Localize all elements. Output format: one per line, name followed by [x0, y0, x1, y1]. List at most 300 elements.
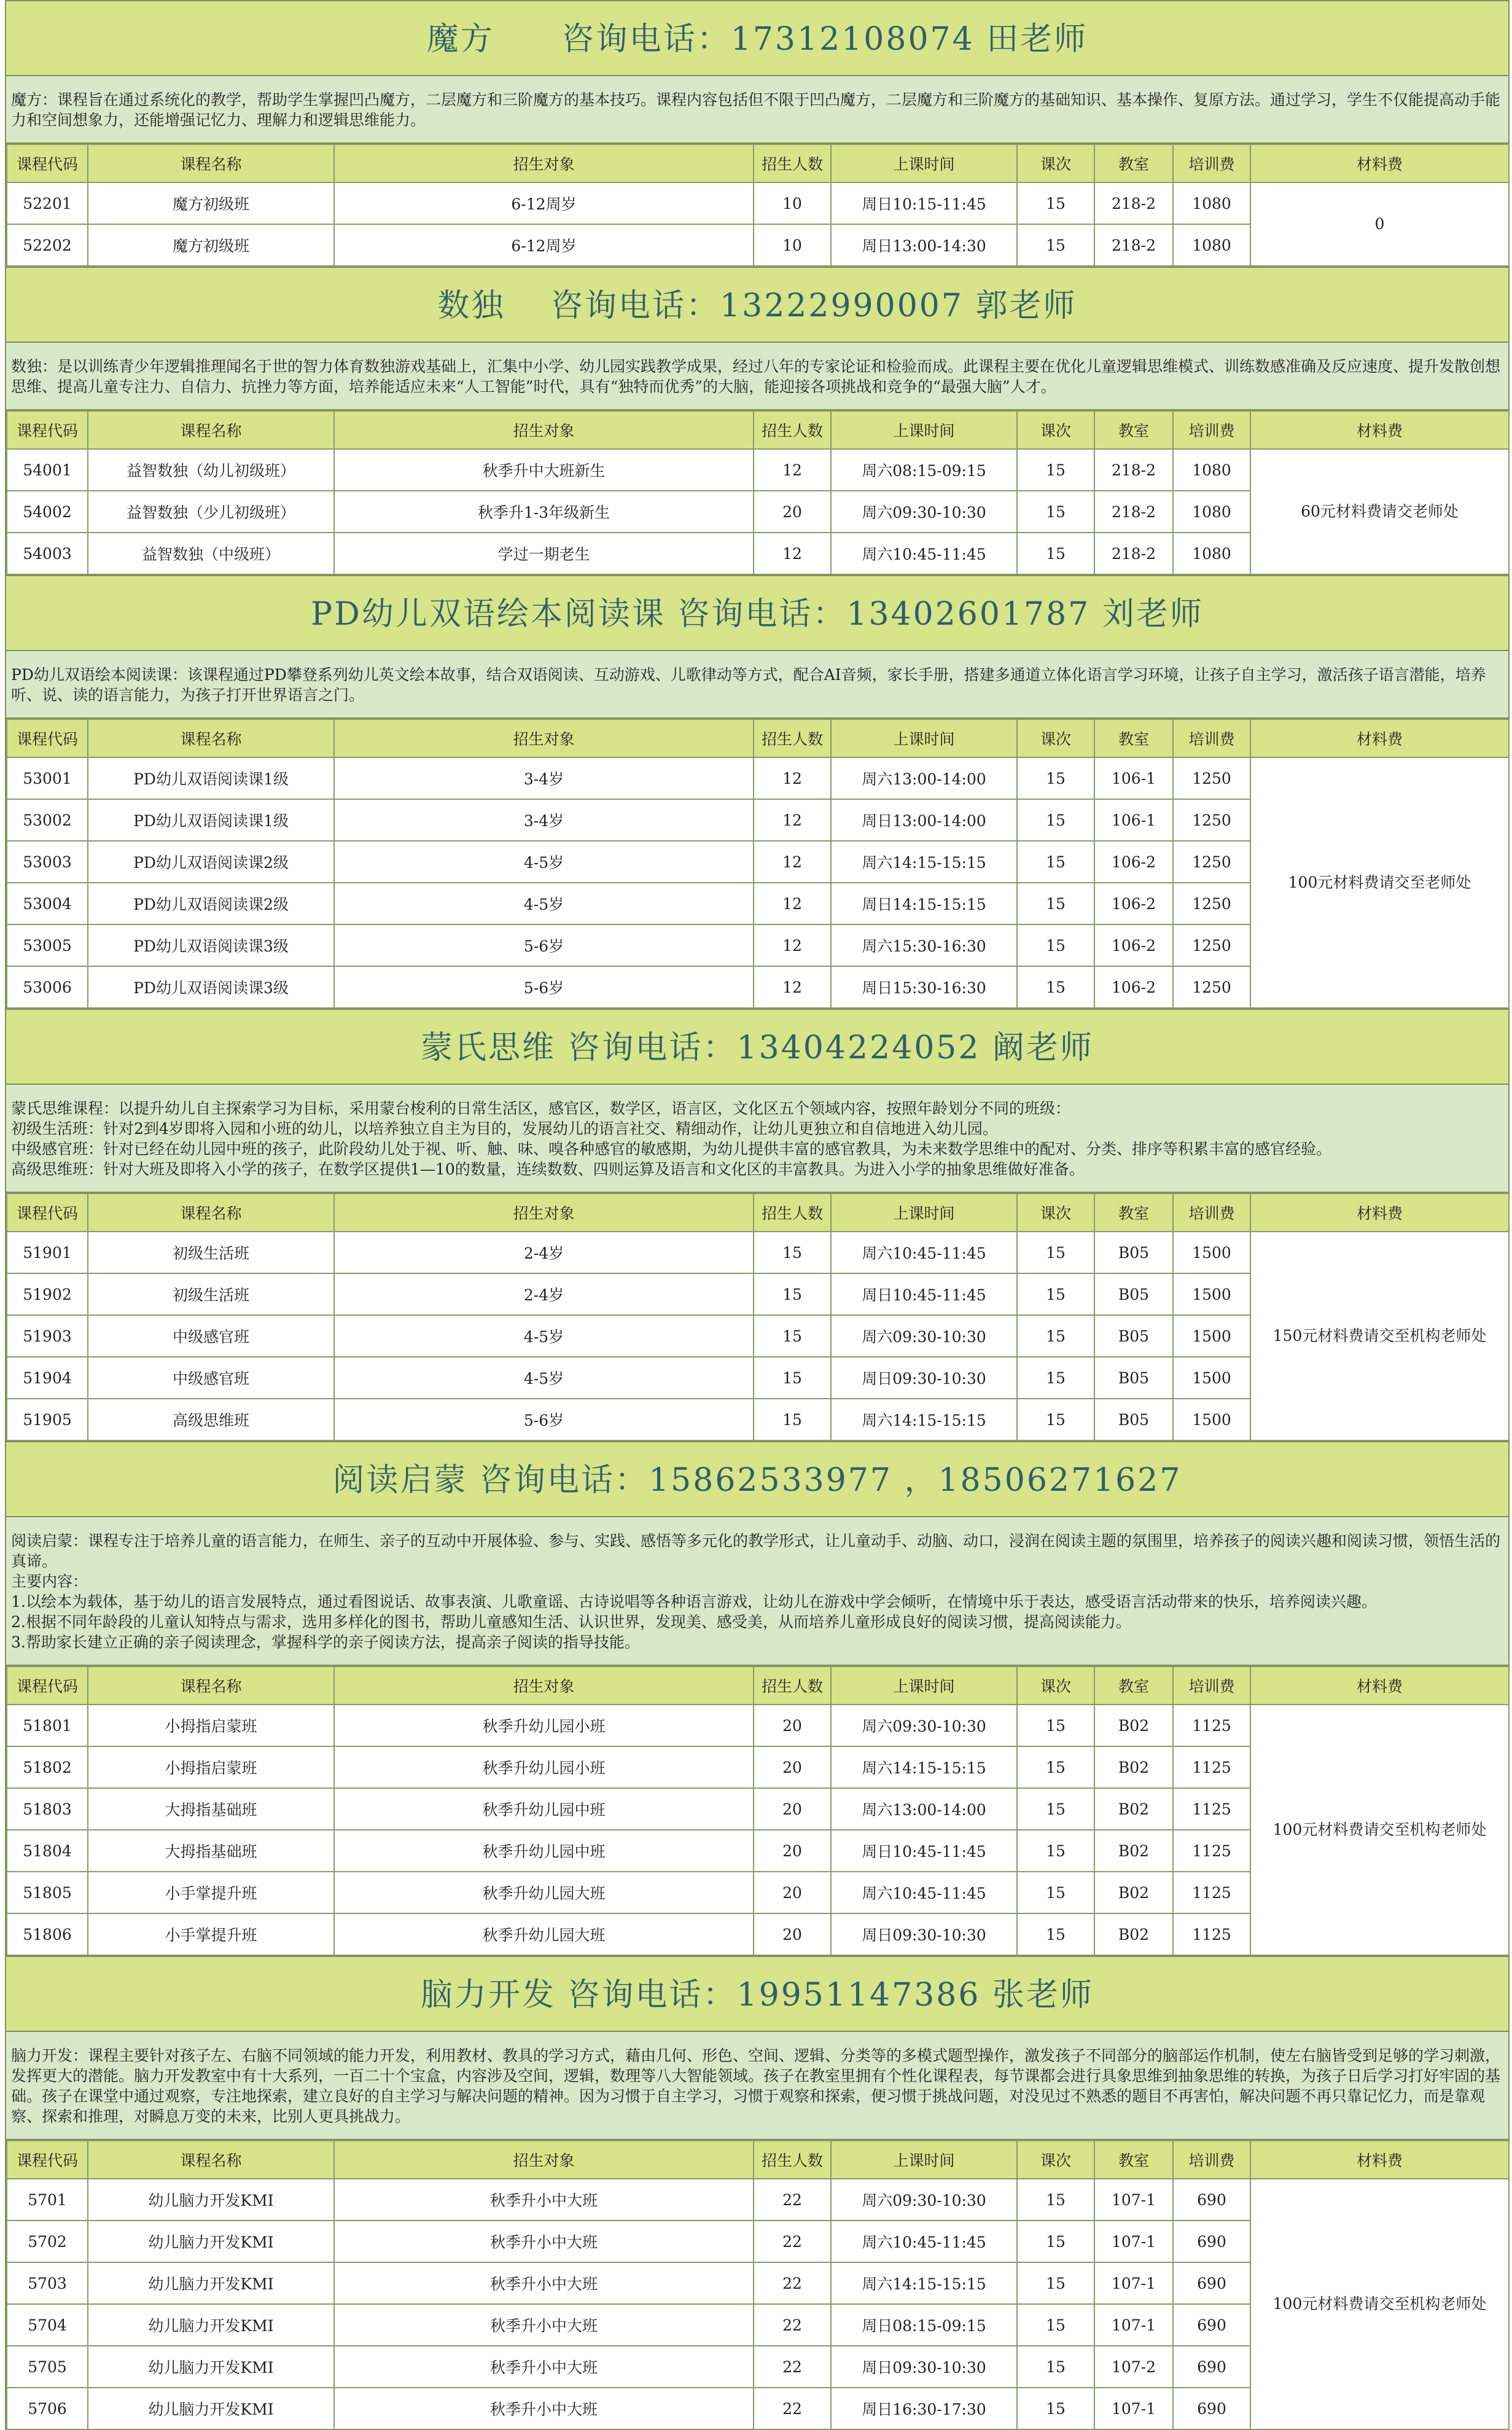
table-cell: 218-2 — [1094, 182, 1173, 224]
table-cell: 1080 — [1173, 491, 1250, 533]
table-cell: 益智数独（幼儿初级班） — [88, 449, 334, 491]
table-cell: 周六10:45-11:45 — [831, 1872, 1017, 1913]
table-cell: 幼儿脑力开发KMI — [88, 2179, 334, 2221]
table-cell: 20 — [754, 1872, 831, 1913]
table-header-row — [7, 411, 1509, 449]
section-title: 阅读启蒙 咨询电话：15862533977 ，18506271627 — [6, 1441, 1508, 1517]
table-cell: 1080 — [1173, 449, 1250, 491]
table-row — [7, 1232, 1509, 1273]
description-paragraph: 脑力开发：课程主要针对孩子左、右脑不同领域的能力开发，利用教材、教具的学习方式，藉由几何、形色、空间、逻辑、分类等的多模式题型操作，激发孩子不同部分的脑部运作机制，使左右脑皆受到足够的学习刺激，发挥更大的潜能。脑力开发教室中有十大系列，一百二十个宝盒，内容涉及空间，逻辑，数理等八大智能领域。孩子在教室里拥有个性化课程表，每节课都会进行具象思维到抽象思维的转换，为孩子日后学习打好牢固的基础。孩子在课堂中通过观察，专注地探索，建立良好的自主学习与解决问题的精神。因为习惯于自主学习，习惯于观察和探索，便习惯于挑战问题，对没见过不熟悉的题目不再害怕，解决问题不再只靠记忆力，而是靠观察、探索和推理，对瞬息万变的未来，比别人更具挑战力。 — [11, 2047, 1501, 2125]
table-cell: 周日08:15-09:15 — [831, 2304, 1017, 2346]
course-table — [6, 410, 1510, 575]
material-fee-cell: 100元材料费请交至机构老师处 — [1250, 1705, 1509, 1955]
table-cell: 周六13:00-14:00 — [831, 1788, 1017, 1830]
column-header: 招生人数 — [754, 2141, 831, 2179]
table-cell: 15 — [1017, 1872, 1094, 1913]
course-section — [6, 575, 1508, 1009]
column-header: 课次 — [1017, 411, 1094, 449]
table-cell: 1125 — [1173, 1705, 1250, 1746]
table-cell: 15 — [1017, 1399, 1094, 1440]
table-cell: 51804 — [7, 1830, 88, 1872]
description-paragraph: 高级思维班：针对大班及即将入小学的孩子，在数学区提供1—10的数量，连续数数、四则运算及语言和文化区的丰富教具。为进入小学的抽象思维做好准备。 — [11, 1160, 1085, 1178]
table-cell: 15 — [1017, 1913, 1094, 1955]
table-cell: 15 — [1017, 533, 1094, 574]
material-fee-cell: 60元材料费请交老师处 — [1250, 449, 1509, 574]
table-cell: 107-2 — [1094, 2346, 1173, 2388]
table-cell: 218-2 — [1094, 224, 1173, 266]
table-cell: 53003 — [7, 841, 88, 883]
table-cell: 53001 — [7, 757, 88, 799]
table-cell: 15 — [754, 1399, 831, 1440]
table-cell: 秋季升小中大班 — [334, 2262, 754, 2304]
table-cell: 小拇指启蒙班 — [88, 1705, 334, 1746]
column-header: 课次 — [1017, 1194, 1094, 1232]
table-cell: 52201 — [7, 182, 88, 224]
table-cell: 5-6岁 — [334, 924, 754, 966]
column-header: 上课时间 — [831, 1194, 1017, 1232]
column-header: 材料费 — [1250, 2141, 1509, 2179]
table-cell: 1250 — [1173, 841, 1250, 883]
table-cell: 秋季升幼儿园小班 — [334, 1705, 754, 1746]
table-cell: B05 — [1094, 1357, 1173, 1399]
section-description — [6, 343, 1508, 410]
table-cell: 秋季升幼儿园小班 — [334, 1746, 754, 1788]
table-cell: 秋季升小中大班 — [334, 2179, 754, 2221]
table-cell: 益智数独（中级班） — [88, 533, 334, 574]
column-header: 课次 — [1017, 719, 1094, 757]
table-cell: 魔方初级班 — [88, 224, 334, 266]
table-cell: 秋季升中大班新生 — [334, 449, 754, 491]
table-cell: 106-1 — [1094, 757, 1173, 799]
table-cell: 周六14:15-15:15 — [831, 1746, 1017, 1788]
table-cell: 15 — [1017, 1273, 1094, 1315]
table-cell: 4-5岁 — [334, 841, 754, 883]
table-cell: 1500 — [1173, 1232, 1250, 1273]
table-cell: 15 — [1017, 883, 1094, 924]
table-cell: 周日10:45-11:45 — [831, 1273, 1017, 1315]
table-cell: 218-2 — [1094, 491, 1173, 533]
table-cell: 5701 — [7, 2179, 88, 2221]
column-header: 课程名称 — [88, 1666, 334, 1705]
table-cell: 1250 — [1173, 757, 1250, 799]
table-cell: 690 — [1173, 2221, 1250, 2262]
column-header: 课程名称 — [88, 2141, 334, 2179]
table-cell: 22 — [754, 2179, 831, 2221]
table-cell: 107-1 — [1094, 2304, 1173, 2346]
table-cell: B05 — [1094, 1232, 1173, 1273]
table-cell: 15 — [1017, 1746, 1094, 1788]
table-cell: 15 — [1017, 2179, 1094, 2221]
table-cell: B05 — [1094, 1273, 1173, 1315]
table-cell: B02 — [1094, 1705, 1173, 1746]
table-cell: 高级思维班 — [88, 1399, 334, 1440]
table-cell: 小拇指启蒙班 — [88, 1746, 334, 1788]
table-cell: B05 — [1094, 1315, 1173, 1357]
table-cell: 15 — [1017, 757, 1094, 799]
table-cell: 周六09:30-10:30 — [831, 1705, 1017, 1746]
table-cell: PD幼儿双语阅读课2级 — [88, 883, 334, 924]
table-cell: 周日15:30-16:30 — [831, 966, 1017, 1008]
table-cell: 54003 — [7, 533, 88, 574]
table-cell: 5702 — [7, 2221, 88, 2262]
column-header: 招生对象 — [334, 1666, 754, 1705]
table-cell: 15 — [1017, 2304, 1094, 2346]
column-header: 材料费 — [1250, 1194, 1509, 1232]
table-cell: 周六08:15-09:15 — [831, 449, 1017, 491]
table-header-row — [7, 1666, 1509, 1705]
material-fee-cell: 0 — [1250, 182, 1509, 266]
table-cell: 15 — [1017, 1830, 1094, 1872]
column-header: 课程代码 — [7, 2141, 88, 2179]
column-header: 上课时间 — [831, 2141, 1017, 2179]
table-cell: 218-2 — [1094, 449, 1173, 491]
table-cell: 周六10:45-11:45 — [831, 2221, 1017, 2262]
table-cell: 4-5岁 — [334, 1357, 754, 1399]
table-cell: 690 — [1173, 2304, 1250, 2346]
section-description — [6, 1085, 1508, 1193]
description-paragraph: 3.帮助家长建立正确的亲子阅读理念，掌握科学的亲子阅读方法，提高亲子阅读的指导技能。 — [11, 1633, 640, 1651]
column-header: 教室 — [1094, 1666, 1173, 1705]
table-cell: 周六09:30-10:30 — [831, 491, 1017, 533]
table-cell: 秋季升幼儿园大班 — [334, 1913, 754, 1955]
table-cell: 益智数独（少儿初级班） — [88, 491, 334, 533]
table-cell: 15 — [1017, 1232, 1094, 1273]
table-cell: 周日09:30-10:30 — [831, 1913, 1017, 1955]
table-cell: 15 — [754, 1315, 831, 1357]
column-header: 材料费 — [1250, 719, 1509, 757]
table-cell: 4-5岁 — [334, 1315, 754, 1357]
section-description — [6, 651, 1508, 719]
table-cell: 15 — [1017, 2221, 1094, 2262]
description-paragraph: PD幼儿双语绘本阅读课：该课程通过PD攀登系列幼儿英文绘本故事，结合双语阅读、互动游戏、儿歌律动等方式，配合AI音频，家长手册，搭建多通道立体化语言学习环境，让孩子自主学习，激活孩子语言潜能，培养听、说、读的语言能力，为孩子打开世界语言之门。 — [11, 666, 1486, 704]
column-header: 招生人数 — [754, 719, 831, 757]
table-cell: 中级感官班 — [88, 1357, 334, 1399]
column-header: 教室 — [1094, 144, 1173, 182]
table-cell: 12 — [754, 841, 831, 883]
table-cell: B02 — [1094, 1913, 1173, 1955]
table-cell: 20 — [754, 1913, 831, 1955]
column-header: 教室 — [1094, 411, 1173, 449]
course-section — [6, 1956, 1508, 2430]
course-table — [6, 1193, 1510, 1441]
table-row — [7, 182, 1509, 224]
table-cell: 54002 — [7, 491, 88, 533]
description-paragraph: 2.根据不同年龄段的儿童认知特点与需求，选用多样化的图书，帮助儿童感知生活、认识世界，发现美、感受美，从而培养儿童形成良好的阅读习惯，提高阅读能力。 — [11, 1613, 1131, 1631]
table-cell: 6-12周岁 — [334, 182, 754, 224]
column-header: 课程代码 — [7, 144, 88, 182]
section-description — [6, 1517, 1508, 1666]
table-cell: 1080 — [1173, 533, 1250, 574]
table-cell: 15 — [754, 1232, 831, 1273]
table-cell: 10 — [754, 224, 831, 266]
description-paragraph: 魔方：课程旨在通过系统化的教学，帮助学生掌握凹凸魔方，二层魔方和三阶魔方的基本技巧。课程内容包括但不限于凹凸魔方，二层魔方和三阶魔方的基础知识、基本操作、复原方法。通过学习，学生不仅能提高动手能力和空间想象力，还能增强记忆力、理解力和逻辑思维能力。 — [11, 91, 1501, 129]
table-cell: 15 — [1017, 1705, 1094, 1746]
course-table — [6, 719, 1510, 1009]
description-paragraph: 1.以绘本为载体，基于幼儿的语言发展特点，通过看图说话、故事表演、儿歌童谣、古诗说唱等各种语言游戏，让幼儿在游戏中学会倾听，在情境中乐于表达，感受语言活动带来的快乐，培养阅读兴趣。 — [11, 1593, 1377, 1611]
table-cell: 106-1 — [1094, 799, 1173, 841]
column-header: 招生人数 — [754, 144, 831, 182]
table-cell: 15 — [1017, 1315, 1094, 1357]
table-cell: 1250 — [1173, 966, 1250, 1008]
table-cell: 秋季升1-3年级新生 — [334, 491, 754, 533]
table-cell: 106-2 — [1094, 966, 1173, 1008]
course-section — [6, 1009, 1508, 1441]
table-cell: 秋季升小中大班 — [334, 2388, 754, 2429]
column-header: 材料费 — [1250, 144, 1509, 182]
column-header: 培训费 — [1173, 1666, 1250, 1705]
table-cell: 幼儿脑力开发KMI — [88, 2388, 334, 2429]
material-fee-cell: 150元材料费请交至机构老师处 — [1250, 1232, 1509, 1440]
column-header: 课程名称 — [88, 1194, 334, 1232]
table-cell: 12 — [754, 757, 831, 799]
table-cell: 51903 — [7, 1315, 88, 1357]
table-cell: 12 — [754, 449, 831, 491]
table-cell: 周六13:00-14:00 — [831, 757, 1017, 799]
column-header: 课程代码 — [7, 1666, 88, 1705]
table-cell: 690 — [1173, 2262, 1250, 2304]
description-paragraph: 初级生活班：针对2到4岁即将入园和小班的幼儿，以培养独立自主为目的，发展幼儿的语言社交、精细动作，让幼儿更独立和自信地进入幼儿园。 — [11, 1120, 998, 1138]
table-cell: 周六10:45-11:45 — [831, 533, 1017, 574]
table-cell: 1250 — [1173, 924, 1250, 966]
table-cell: 22 — [754, 2346, 831, 2388]
table-cell: 12 — [754, 533, 831, 574]
table-cell: 106-2 — [1094, 841, 1173, 883]
column-header: 上课时间 — [831, 411, 1017, 449]
section-title: PD幼儿双语绘本阅读课 咨询电话：13402601787 刘老师 — [6, 575, 1508, 651]
table-cell: 周日10:15-11:45 — [831, 182, 1017, 224]
table-cell: 4-5岁 — [334, 883, 754, 924]
column-header: 招生人数 — [754, 1666, 831, 1705]
table-cell: 690 — [1173, 2388, 1250, 2429]
table-cell: 魔方初级班 — [88, 182, 334, 224]
table-cell: 周日14:15-15:15 — [831, 883, 1017, 924]
table-cell: 107-1 — [1094, 2388, 1173, 2429]
table-cell: 小手掌提升班 — [88, 1913, 334, 1955]
column-header: 课次 — [1017, 144, 1094, 182]
course-table — [6, 144, 1510, 267]
description-paragraph: 蒙氏思维课程：以提升幼儿自主探索学习为目标，采用蒙台梭利的日常生活区，感官区，数学区，语言区，文化区五个领域内容，按照年龄划分不同的班级： — [11, 1100, 1071, 1117]
section-title: 数独 咨询电话：13222990007 郭老师 — [6, 267, 1508, 343]
column-header: 招生人数 — [754, 1194, 831, 1232]
column-header: 教室 — [1094, 2141, 1173, 2179]
table-cell: 大拇指基础班 — [88, 1788, 334, 1830]
table-cell: 幼儿脑力开发KMI — [88, 2304, 334, 2346]
table-cell: 53005 — [7, 924, 88, 966]
table-cell: 15 — [1017, 924, 1094, 966]
table-cell: 15 — [1017, 2388, 1094, 2429]
table-cell: 51805 — [7, 1872, 88, 1913]
section-title: 魔方 咨询电话：17312108074 田老师 — [6, 0, 1508, 76]
table-cell: 2-4岁 — [334, 1273, 754, 1315]
column-header: 上课时间 — [831, 719, 1017, 757]
table-cell: 218-2 — [1094, 533, 1173, 574]
column-header: 课程代码 — [7, 411, 88, 449]
table-cell: 53006 — [7, 966, 88, 1008]
table-cell: 15 — [1017, 841, 1094, 883]
table-cell: 周日09:30-10:30 — [831, 2346, 1017, 2388]
table-row — [7, 2179, 1509, 2221]
table-cell: 中级感官班 — [88, 1315, 334, 1357]
column-header: 培训费 — [1173, 1194, 1250, 1232]
column-header: 招生对象 — [334, 144, 754, 182]
table-cell: 51904 — [7, 1357, 88, 1399]
course-section — [6, 0, 1508, 267]
table-cell: 20 — [754, 491, 831, 533]
table-cell: 12 — [754, 883, 831, 924]
table-cell: 107-1 — [1094, 2262, 1173, 2304]
table-cell: 51801 — [7, 1705, 88, 1746]
table-cell: 51803 — [7, 1788, 88, 1830]
table-cell: 1250 — [1173, 799, 1250, 841]
course-section — [6, 1441, 1508, 1956]
column-header: 课程名称 — [88, 144, 334, 182]
table-cell: 1125 — [1173, 1746, 1250, 1788]
column-header: 培训费 — [1173, 2141, 1250, 2179]
table-cell: 107-1 — [1094, 2179, 1173, 2221]
table-row — [7, 757, 1509, 799]
column-header: 教室 — [1094, 719, 1173, 757]
table-cell: 秋季升幼儿园中班 — [334, 1788, 754, 1830]
table-cell: 秋季升小中大班 — [334, 2304, 754, 2346]
table-header-row — [7, 719, 1509, 757]
table-cell: 大拇指基础班 — [88, 1830, 334, 1872]
column-header: 上课时间 — [831, 144, 1017, 182]
table-cell: 周六14:15-15:15 — [831, 1399, 1017, 1440]
column-header: 招生对象 — [334, 2141, 754, 2179]
table-cell: B02 — [1094, 1746, 1173, 1788]
table-cell: 15 — [1017, 1788, 1094, 1830]
table-cell: 秋季升小中大班 — [334, 2346, 754, 2388]
table-cell: 106-2 — [1094, 883, 1173, 924]
table-cell: 51902 — [7, 1273, 88, 1315]
column-header: 培训费 — [1173, 719, 1250, 757]
table-cell: PD幼儿双语阅读课3级 — [88, 966, 334, 1008]
table-cell: 周日13:00-14:00 — [831, 799, 1017, 841]
table-cell: 22 — [754, 2262, 831, 2304]
section-description — [6, 76, 1508, 144]
table-header-row — [7, 144, 1509, 182]
course-schedule-page — [5, 0, 1510, 2430]
table-cell: 5-6岁 — [334, 966, 754, 1008]
table-cell: PD幼儿双语阅读课1级 — [88, 757, 334, 799]
table-cell: PD幼儿双语阅读课1级 — [88, 799, 334, 841]
table-cell: 幼儿脑力开发KMI — [88, 2221, 334, 2262]
table-cell: PD幼儿双语阅读课2级 — [88, 841, 334, 883]
table-cell: 秋季升小中大班 — [334, 2221, 754, 2262]
table-cell: 15 — [1017, 1357, 1094, 1399]
table-cell: 20 — [754, 1705, 831, 1746]
table-cell: B02 — [1094, 1872, 1173, 1913]
table-cell: 15 — [1017, 2346, 1094, 2388]
table-cell: 690 — [1173, 2179, 1250, 2221]
material-fee-cell: 100元材料费请交至机构老师处 — [1250, 2179, 1509, 2429]
section-description — [6, 2032, 1508, 2140]
table-cell: 周六14:15-15:15 — [831, 2262, 1017, 2304]
table-cell: 小手掌提升班 — [88, 1872, 334, 1913]
material-fee-cell: 100元材料费请交至老师处 — [1250, 757, 1509, 1008]
table-cell: 22 — [754, 2388, 831, 2429]
table-cell: 3-4岁 — [334, 799, 754, 841]
table-cell: 周日09:30-10:30 — [831, 1357, 1017, 1399]
table-row — [7, 1705, 1509, 1746]
table-cell: 1500 — [1173, 1357, 1250, 1399]
table-cell: 5-6岁 — [334, 1399, 754, 1440]
table-cell: 2-4岁 — [334, 1232, 754, 1273]
table-cell: 1250 — [1173, 883, 1250, 924]
table-cell: 秋季升幼儿园大班 — [334, 1872, 754, 1913]
column-header: 上课时间 — [831, 1666, 1017, 1705]
table-cell: PD幼儿双语阅读课3级 — [88, 924, 334, 966]
table-header-row — [7, 2141, 1509, 2179]
table-cell: 51901 — [7, 1232, 88, 1273]
column-header: 招生人数 — [754, 411, 831, 449]
column-header: 教室 — [1094, 1194, 1173, 1232]
table-cell: 15 — [754, 1357, 831, 1399]
table-cell: 54001 — [7, 449, 88, 491]
table-cell: B02 — [1094, 1788, 1173, 1830]
column-header: 培训费 — [1173, 144, 1250, 182]
table-cell: 周六14:15-15:15 — [831, 841, 1017, 883]
table-cell: 1500 — [1173, 1315, 1250, 1357]
table-cell: 秋季升幼儿园中班 — [334, 1830, 754, 1872]
table-cell: 1080 — [1173, 224, 1250, 266]
table-cell: 1125 — [1173, 1913, 1250, 1955]
table-cell: 5704 — [7, 2304, 88, 2346]
table-cell: 周日10:45-11:45 — [831, 1830, 1017, 1872]
column-header: 课程代码 — [7, 719, 88, 757]
table-cell: 周六15:30-16:30 — [831, 924, 1017, 966]
column-header: 材料费 — [1250, 1666, 1509, 1705]
column-header: 课次 — [1017, 1666, 1094, 1705]
course-table — [6, 2140, 1510, 2430]
column-header: 培训费 — [1173, 411, 1250, 449]
table-cell: 1125 — [1173, 1830, 1250, 1872]
table-cell: 1080 — [1173, 182, 1250, 224]
table-cell: 15 — [1017, 491, 1094, 533]
table-cell: 20 — [754, 1830, 831, 1872]
table-cell: 周六09:30-10:30 — [831, 1315, 1017, 1357]
description-paragraph: 主要内容： — [11, 1572, 88, 1590]
table-row — [7, 449, 1509, 491]
table-cell: 3-4岁 — [334, 757, 754, 799]
table-cell: B05 — [1094, 1399, 1173, 1440]
table-cell: 107-1 — [1094, 2221, 1173, 2262]
section-title: 蒙氏思维 咨询电话：13404224052 阚老师 — [6, 1009, 1508, 1085]
column-header: 招生对象 — [334, 411, 754, 449]
table-cell: 51905 — [7, 1399, 88, 1440]
table-cell: 幼儿脑力开发KMI — [88, 2346, 334, 2388]
table-cell: 学过一期老生 — [334, 533, 754, 574]
table-cell: 690 — [1173, 2346, 1250, 2388]
table-cell: 5703 — [7, 2262, 88, 2304]
column-header: 课次 — [1017, 2141, 1094, 2179]
column-header: 材料费 — [1250, 411, 1509, 449]
table-cell: 1125 — [1173, 1788, 1250, 1830]
table-cell: 15 — [1017, 799, 1094, 841]
table-cell: 周六09:30-10:30 — [831, 2179, 1017, 2221]
course-section — [6, 267, 1508, 575]
table-cell: 22 — [754, 2304, 831, 2346]
table-cell: 5706 — [7, 2388, 88, 2429]
table-cell: 初级生活班 — [88, 1232, 334, 1273]
column-header: 招生对象 — [334, 1194, 754, 1232]
table-cell: B02 — [1094, 1830, 1173, 1872]
table-cell: 12 — [754, 924, 831, 966]
course-table — [6, 1666, 1510, 1956]
table-cell: 周六10:45-11:45 — [831, 1232, 1017, 1273]
table-cell: 周日13:00-14:30 — [831, 224, 1017, 266]
table-header-row — [7, 1194, 1509, 1232]
